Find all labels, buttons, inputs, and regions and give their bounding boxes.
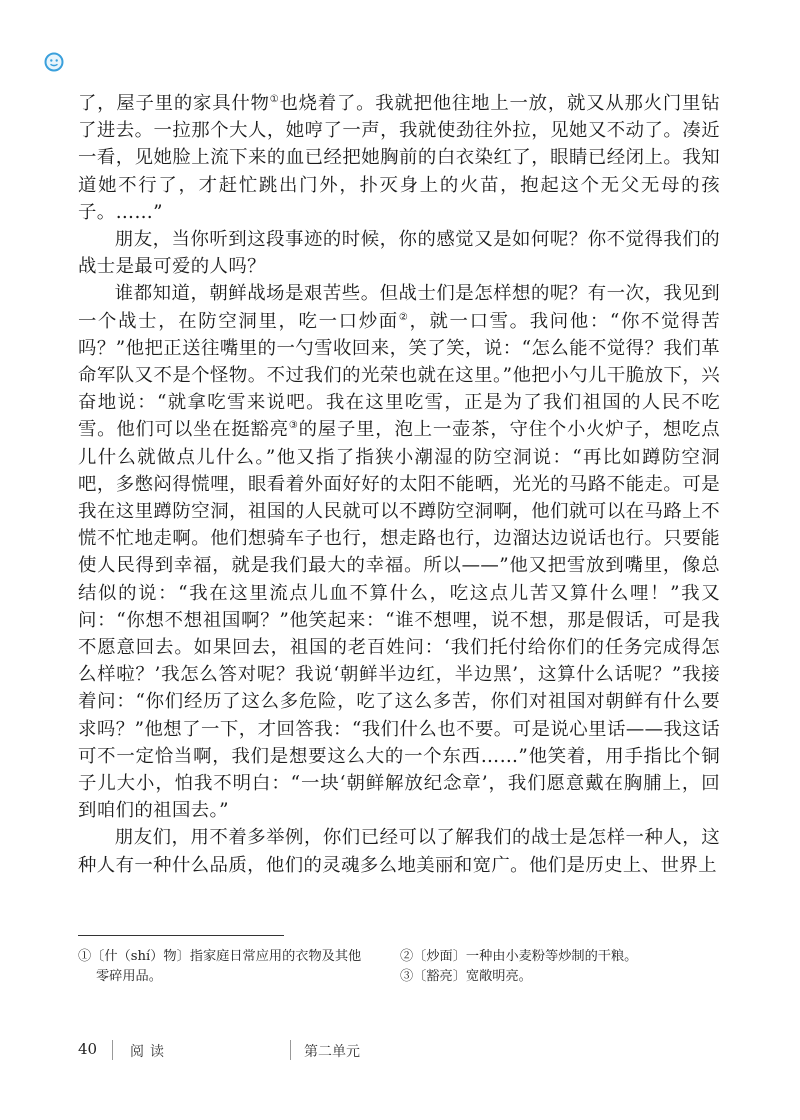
footer-separator: [290, 1040, 291, 1060]
footnote-divider: [78, 935, 284, 936]
paragraph-2: [78, 226, 720, 280]
footer-separator: [112, 1040, 113, 1060]
text-run: 了，屋子里的家具什物: [78, 93, 270, 114]
text-run: 的屋子里，泡上一壶茶，守住个小火炉子，想吃点儿什么就做点儿什么。”他又指了指狭小潮湿的防空洞说：“再比如蹲防空洞吧，多憋闷得慌哩，眼看着外面好好的太阳不能晒，光光的马路不能走。可是我在这里蹲防空洞，祖国的人民就可以不蹲防空洞啊，他们就可以在马路上不慌不忙地走啊。他们想骑车子也行，想走路也行，边溜达边说话也行。只要能使人民得到幸福，就是我们最大的幸福。所以——”他又把雪放到嘴里，像总结似的说：“我在这里流点儿血不算什么，吃这点儿苦又算什么哩！”我又问：“你想不想祖国啊？”他笑起来：“谁不想哩，说不想，那是假话，可是我不愿意回去。如果回去，祖国的老百姓问：‘我们托付给你们的任务完成得怎么样啦？’我怎么答对呢？我说‘朝鲜半边红，半边黑’，这算什么话呢？”我接着问：“你们经历了这么多危险，吃了这么多苦，你们对祖国对朝鲜有什么要求吗？”他想了一下，才回答我：“我们什么也不要。可是说心里话——我这话可不一定恰当啊，我们是想要这么大的一个东西……”他笑着，用手指比个铜子儿大小，怕我不明白：“一块‘朝鲜解放纪念章’，我们愿意戴在胸脯上，回到咱们的祖国去。”: [78, 419, 720, 822]
paragraph-1: [78, 90, 720, 226]
text-run: 朋友们，用不着多举例，你们已经可以了解我们的战士是怎样一种人，这种人有一种什么品质，他们的灵魂多么地美丽和宽广。他们是历史上、世界上: [78, 827, 720, 876]
emoji-face-icon: [44, 52, 64, 72]
text-run: 也烧着了。我就把他往地上一放，就又从那火门里钻了进去。一拉那个大人，她哼了一声，我就使劲往外拉，见她又不动了。凑近一看，见她脸上流下来的血已经把她胸前的白衣染红了，眼睛已经闭上。我知道她不行了，才赶忙跳出门外，扑灭身上的火苗，抱起这个无父无母的孩子。……”: [78, 93, 720, 223]
page-footer: [0, 1036, 800, 1066]
footer-book-title: 阅读: [130, 1044, 170, 1060]
footnote-1-continued: 零碎用品。: [96, 969, 162, 984]
article-body: [78, 90, 720, 879]
footnotes-left: [78, 947, 378, 987]
paragraph-3: [78, 280, 720, 824]
footnotes-right: [400, 947, 730, 987]
footnote-2: ②〔炒面〕一种由小麦粉等炒制的干粮。: [400, 949, 638, 964]
footnote-marker: ②: [398, 311, 410, 323]
footnote-3: ③〔豁亮〕宽敞明亮。: [400, 969, 532, 984]
paragraph-4: [78, 824, 720, 878]
footnote-marker: ③: [288, 420, 299, 432]
text-run: 朋友，当你听到这段事迹的时候，你的感觉又是如何呢？你不觉得我们的战士是最可爱的人吗？: [78, 229, 720, 278]
footnote-1: ①〔什（shí）物〕指家庭日常应用的衣物及其他: [78, 949, 362, 964]
page-number: 40: [78, 1040, 98, 1058]
footer-unit-title: 第二单元: [304, 1044, 360, 1060]
footnote-marker: ①: [269, 94, 280, 105]
text-run: ，就一口雪。我问他：“你不觉得苦吗？”他把正送往嘴里的一勺雪收回来，笑了笑，说：“怎么能不觉得？我们革命军队又不是个怪物。不过我们的光荣也就在这里。”他把小勺儿干脆放下，兴奋地说：“就拿吃雪来说吧。我在这里吃雪，正是为了我们祖国的人民不吃雪。他们可以坐在挺豁亮: [78, 310, 720, 441]
text-run: 谁都知道，朝鲜战场是艰苦些。但战士们是怎样想的呢？有一次，我见到一个战士，在防空洞里，吃一口炒面: [78, 283, 720, 332]
